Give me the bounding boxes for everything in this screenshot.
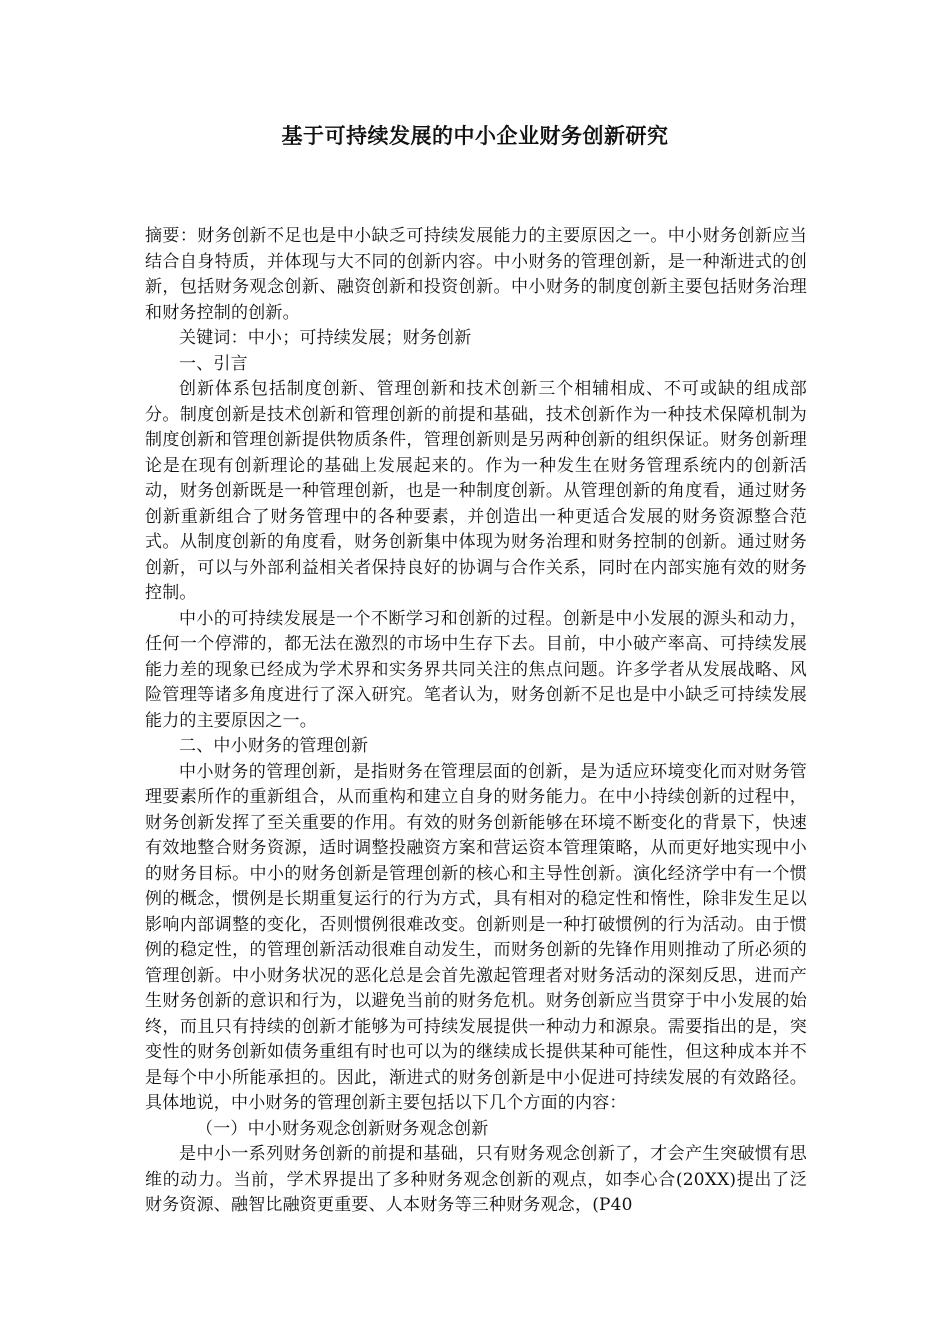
section-heading-intro: 一、引言 — [179, 353, 248, 374]
abstract-paragraph: 摘要：财务创新不足也是中小缺乏可持续发展能力的主要原因之一。中小财务创新应当结合自身特质，并体现与大不同的创新内容。中小财务的管理创新，是一种渐进式的创新，包括财务观念创新、融资创新和投资创新。中小财务的制度创新主要包括财务治理和财务控制的创新。 — [145, 226, 807, 323]
body-paragraph: 中小的可持续发展是一个不断学习和创新的过程。创新是中小发展的源头和动力，任何一个停滞的，都无法在激烈的市场中生存下去。目前，中小破产率高、可持续发展能力差的现象已经成为学术界和实务界共同关注的焦点问题。许多学者从发展战略、风险管理等诸多角度进行了深入研究。笔者认为，财务创新不足也是中小缺乏可持续发展能力的主要原因之一。 — [145, 608, 807, 731]
document-title: 基于可持续发展的中小企业财务创新研究 — [281, 124, 669, 148]
body-paragraph: 创新体系包括制度创新、管理创新和技术创新三个相辅相成、不可或缺的组成部分。制度创新是技术创新和管理创新的前提和基础，技术创新作为一种技术保障机制为制度创新和管理创新提供物质条件，管理创新则是另两种创新的组织保证。财务创新理论是在现有创新理论的基础上发展起来的。作为一种发生在财务管理系统内的创新活动，财务创新既是一种管理创新，也是一种制度创新。从管理创新的角度看，通过财务创新重新组合了财务管理中的各种要素，并创造出一种更适合发展的财务资源整合范式。从制度创新的角度看，财务创新集中体现为财务治理和财务控制的创新。通过财务创新，可以与外部利益相关者保持良好的协调与合作关系，同时在内部实施有效的财务控制。 — [145, 379, 807, 603]
keywords-line: 关键词：中小；可持续发展；财务创新 — [179, 328, 472, 348]
body-paragraph: 中小财务的管理创新，是指财务在管理层面的创新，是为适应环境变化而对财务管理要素所作的重新组合，从而重构和建立自身的财务能力。在中小持续创新的过程中，财务创新发挥了至关重要的作用。有效的财务创新能够在环境不断变化的背景下，快速有效地整合财务资源，适时调整投融资方案和营运资本管理策略，从而更好地实现中小的财务目标。中小的财务创新是管理创新的核心和主导性创新。演化经济学中有一个惯例的概念，惯例是长期重复运行的行为方式，具有相对的稳定性和惰性，除非发生足以影响内部调整的变化，否则惯例很难改变。创新则是一种打破惯例的行为活动。由于惯例的稳定性，的管理创新活动很难自动发生，而财务创新的先锋作用则推动了所必须的管理创新。中小财务状况的恶化总是会首先激起管理者对财务活动的深刻反思，进而产生财务创新的意识和行为，以避免当前的财务危机。财务创新应当贯穿于中小发展的始终，而且只有持续的创新才能够为可持续发展提供一种动力和源泉。需要指出的是，突变性的财务创新如债务重组有时也可以为的继续成长提供某种可能性，但这种成本并不是每个中小所能承担的。因此，渐进式的财务创新是中小促进可持续发展的有效路径。具体地说，中小财务的管理创新主要包括以下几个方面的内容： — [145, 761, 807, 1113]
document-body — [145, 224, 807, 1219]
section-heading-management: 二、中小财务的管理创新 — [179, 736, 369, 756]
body-paragraph: 是中小一系列财务创新的前提和基础，只有财务观念创新了，才会产生突破惯有思维的动力。当前，学术界提出了多种财务观念创新的观点，如李心合(20XX)提出了泛财务资源、融智比融资更重要、人本财务等三种财务观念，(P40 — [145, 1144, 807, 1215]
subsection-heading-concept: （一）中小财务观念创新财务观念创新 — [196, 1118, 489, 1139]
